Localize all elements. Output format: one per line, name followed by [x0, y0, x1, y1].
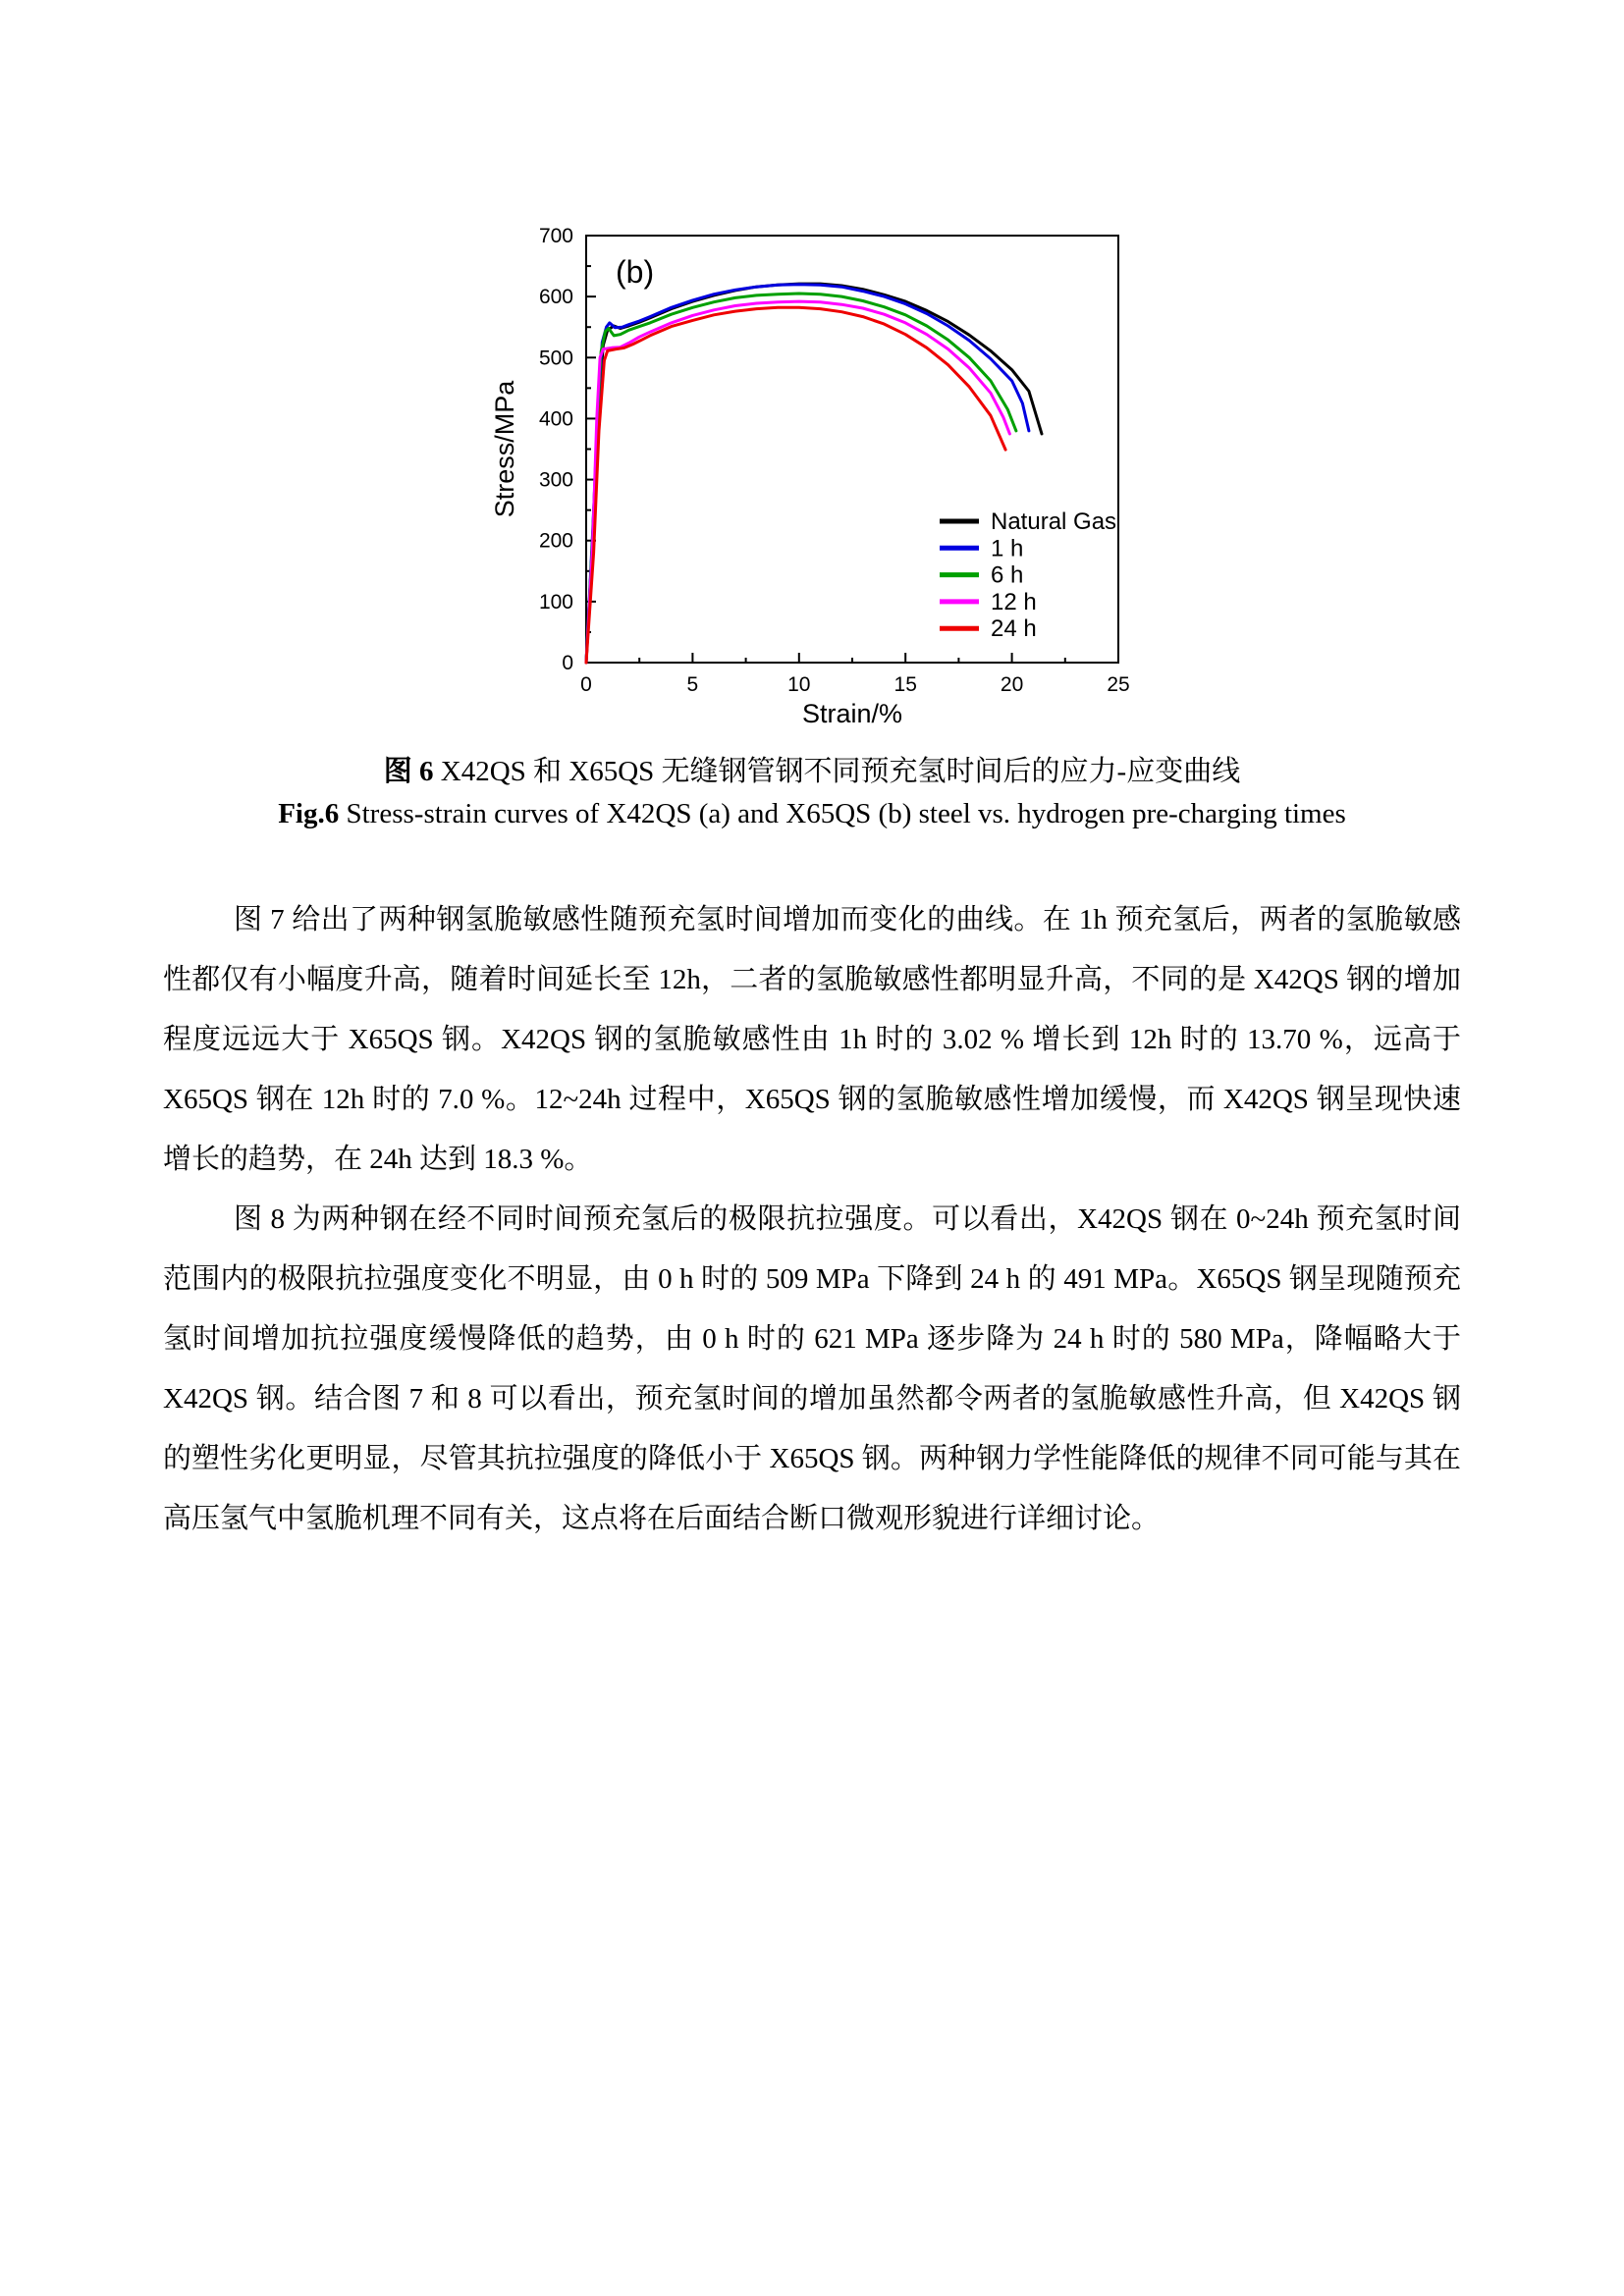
y-tick-label: 300: [538, 468, 573, 492]
paragraph-1: 图 7 给出了两种钢氢脆敏感性随预充氢时间增加而变化的曲线。在 1h 预充氢后，两者的氢脆敏感性都仅有小幅度升高，随着时间延长至 12h，二者的氢脆敏感性都明显升高，不同的是 X42QS 钢的增加程度远远大于 X65QS 钢。X42QS 钢的氢脆敏感性由 1h 时的 3.02 % 增长到 12h 时的 13.70 %，远高于 X65QS 钢在 12h 时的 7.0 %。12~24h 过程中，X65QS 钢的氢脆敏感性增加缓慢，而 X42QS 钢呈现快速增长的趋势，在 24h 达到 18.3 %。: [163, 904, 1461, 1175]
series-curve: [586, 307, 1005, 663]
figure-6: [0, 147, 1624, 741]
figure-caption-zh: [0, 751, 1624, 793]
y-tick-label: 200: [538, 529, 573, 553]
figure-caption-en: [0, 793, 1624, 835]
paragraph-2: 图 8 为两种钢在经不同时间预充氢后的极限抗拉强度。可以看出，X42QS 钢在 0~24h 预充氢时间范围内的极限抗拉强度变化不明显，由 0 h 时的 509 MPa 下降到 24 h 的 491 MPa。X65QS 钢呈现随预充氢时间增加抗拉强度缓慢降低的趋势，由 0 h 时的 621 MPa 逐步降为 24 h 时的 580 MPa，降幅略大于 X42QS 钢。结合图 7 和 8 可以看出，预充氢时间的增加虽然都令两者的氢脆敏感性升高，但 X42QS 钢的塑性劣化更明显，尽管其抗拉强度的降低小于 X65QS 钢。两种钢力学性能降低的规律不同可能与其在高压氢气中氢脆机理不同有关，这点将在后面结合断口微观形貌进行详细讨论。: [163, 1203, 1461, 1534]
stress-strain-chart: [459, 147, 1165, 736]
y-tick-label: 400: [538, 407, 573, 431]
body-text: [163, 890, 1461, 1549]
x-tick-label: 5: [686, 673, 699, 696]
x-axis-title: Strain/%: [801, 699, 903, 728]
legend-label: Natural Gas: [991, 508, 1117, 535]
y-tick-label: 500: [538, 347, 573, 370]
legend-label: 24 h: [991, 615, 1037, 643]
figure-caption-en-text: Stress-strain curves of X42QS (a) and X65QS (b) steel vs. hydrogen pre-charging times: [339, 798, 1346, 829]
x-tick-label: 20: [1000, 673, 1024, 696]
x-tick-label: 10: [787, 673, 811, 696]
x-tick-label: 0: [580, 673, 592, 696]
y-tick-label: 700: [538, 225, 573, 247]
legend-label: 6 h: [991, 561, 1024, 589]
y-tick-label: 0: [562, 652, 573, 674]
y-tick-label: 100: [538, 590, 573, 614]
figure-caption-zh-label: 图 6: [383, 756, 434, 787]
series-curve: [586, 294, 1016, 663]
figure-caption-zh-text: X42QS 和 X65QS 无缝钢管钢不同预充氢时间后的应力-应变曲线: [433, 756, 1241, 787]
x-tick-label: 25: [1107, 673, 1130, 696]
panel-label: (b): [616, 254, 655, 290]
series-curve: [586, 285, 1029, 663]
series-curve: [586, 301, 1009, 663]
x-tick-label: 15: [893, 673, 917, 696]
legend-label: 1 h: [991, 535, 1024, 562]
figure-caption-en-label: Fig.6: [278, 798, 340, 829]
y-tick-label: 600: [538, 286, 573, 309]
y-axis-title: Stress/MPa: [490, 380, 519, 518]
series-curve: [586, 284, 1042, 663]
legend-label: 12 h: [991, 588, 1037, 615]
